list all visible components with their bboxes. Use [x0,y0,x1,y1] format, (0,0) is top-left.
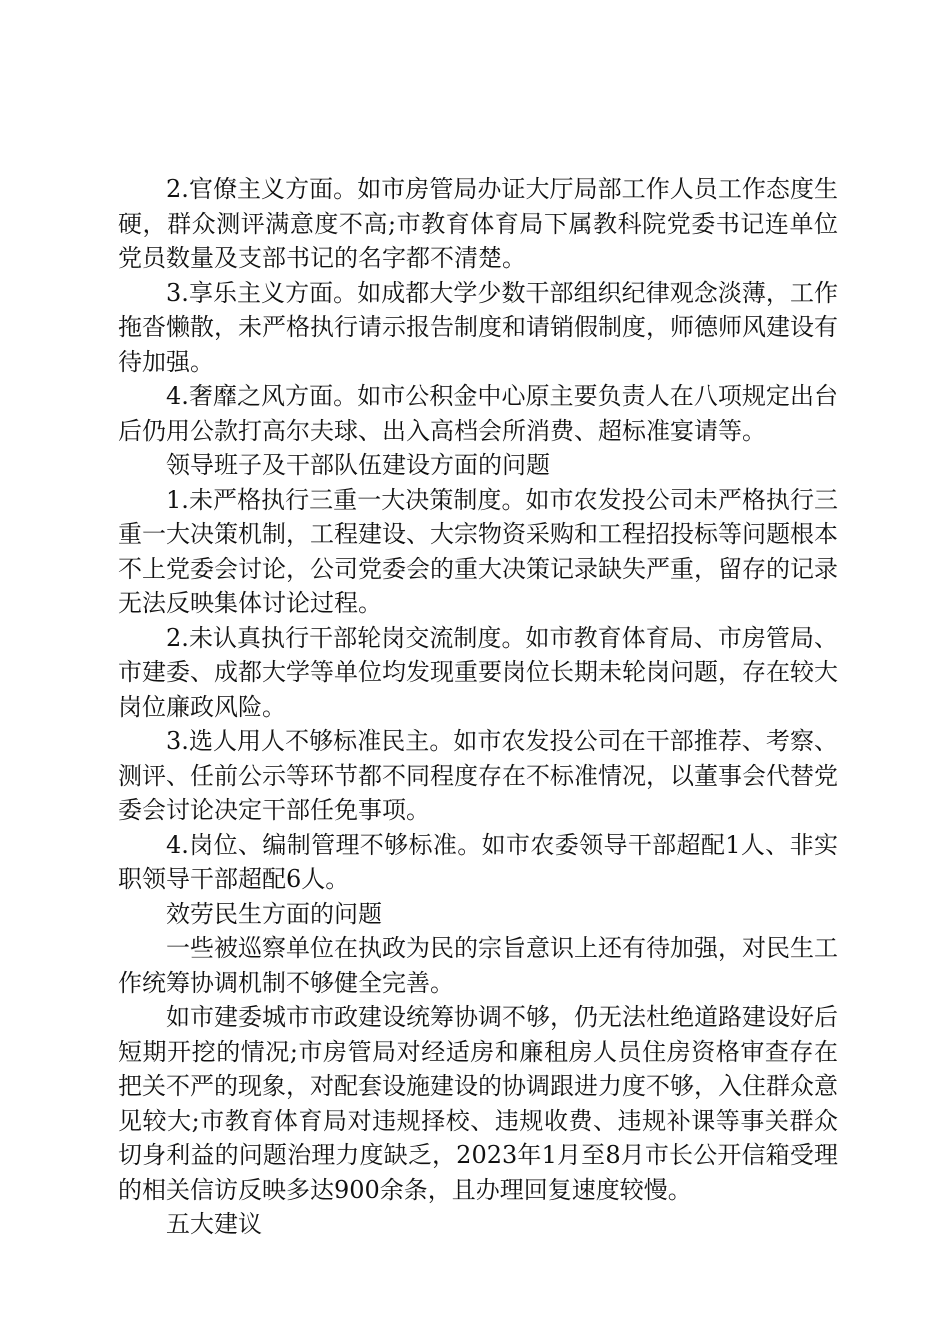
paragraph-livelihood-summary: 一些被巡察单位在执政为民的宗旨意识上还有待加强，对民生工作统筹协调机制不够健全完善。 [118,934,838,997]
section-heading-leadership: 领导班子及干部队伍建设方面的问题 [166,451,550,479]
section-heading-suggestions: 五大建议 [166,1210,262,1238]
paragraph-staffing-management: 4.岗位、编制管理不够标准。如市农委领导干部超配1人、非实职领导干部超配6人。 [118,830,838,893]
paragraph-hedonism: 3.享乐主义方面。如成都大学少数干部组织纪律观念淡薄，工作拖沓懒散，未严格执行请示报告制度和请销假制度，师德师风建设有待加强。 [118,278,838,376]
paragraph-bureaucratism: 2.官僚主义方面。如市房管局办证大厅局部工作人员工作态度生硬，群众测评满意度不高;市教育体育局下属教科院党委书记连单位党员数量及支部书记的名字都不清楚。 [118,175,838,272]
paragraph-decision-system: 1.未严格执行三重一大决策制度。如市农发投公司未严格执行三重一大决策机制，工程建设、大宗物资采购和工程招投标等问题根本不上党委会讨论，公司党委会的重大决策记录缺失严重，留存的记录无法反映集体讨论过程。 [118,485,838,617]
paragraph-rotation-system: 2.未认真执行干部轮岗交流制度。如市教育体育局、市房管局、市建委、成都大学等单位均发现重要岗位长期未轮岗问题，存在较大岗位廉政风险。 [118,623,838,721]
section-heading-livelihood: 效劳民生方面的问题 [166,899,382,928]
paragraph-personnel-selection: 3.选人用人不够标准民主。如市农发投公司在干部推荐、考察、测评、任前公示等环节都不同程度存在不标准情况，以董事会代替党委会讨论决定干部任免事项。 [118,727,838,824]
paragraph-livelihood-examples: 如市建委城市市政建设统筹协调不够，仍无法杜绝道路建设好后短期开挖的情况;市房管局对经适房和廉租房人员住房资格审查存在把关不严的现象，对配套设施建设的协调跟进力度不够，入住群众意见较大;市教育体育局对违规择校、违规收费、违规补课等事关群众切身利益的问题治理力度缺乏，2023年1月至8月市长公开信箱受理的相关信访反映多达900余条，且办理回复速度较慢。 [118,1003,838,1204]
paragraph-extravagance: 4.奢靡之风方面。如市公积金中心原主要负责人在八项规定出台后仍用公款打高尔夫球、出入高档会所消费、超标准宴请等。 [118,382,838,445]
document-body [118,172,838,1242]
